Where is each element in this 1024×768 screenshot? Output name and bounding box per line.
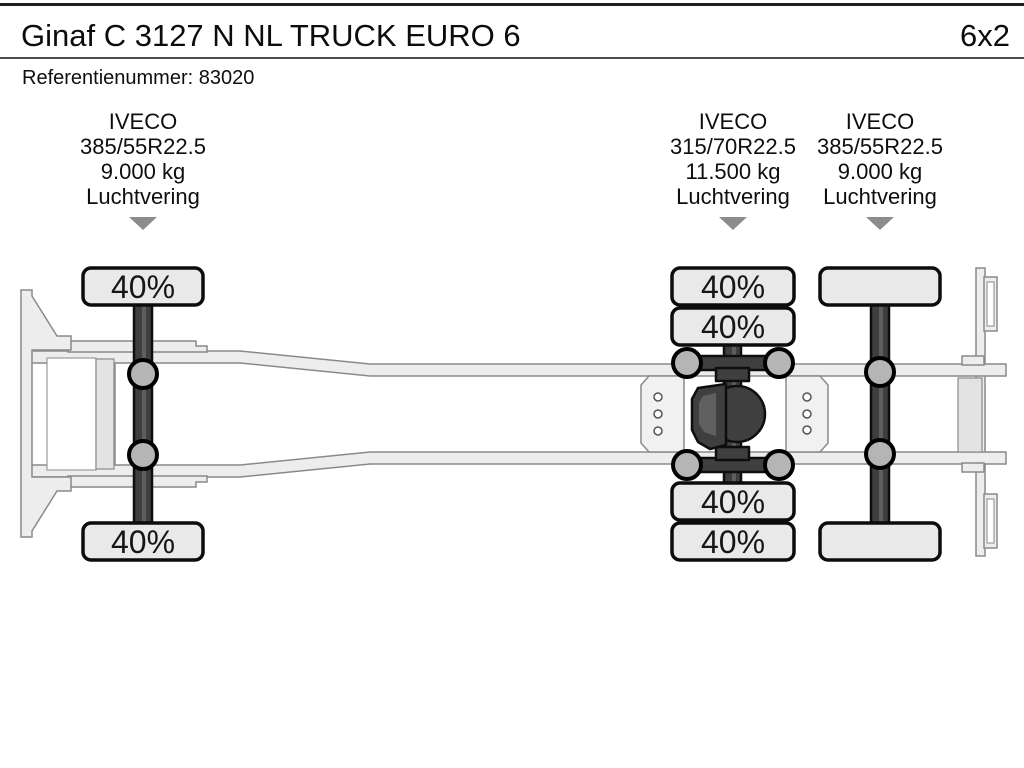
axle-brand: IVECO bbox=[108, 109, 178, 134]
chassis-frame bbox=[21, 268, 1006, 556]
drive-axle bbox=[672, 268, 794, 560]
bolt-holes bbox=[654, 393, 662, 435]
tire-rear-bottom bbox=[820, 523, 940, 560]
differential-neck-top bbox=[716, 368, 749, 381]
front-crossmember-band bbox=[96, 359, 114, 469]
steering-knuckle bbox=[866, 440, 894, 468]
air-bellow bbox=[765, 451, 793, 479]
bolt-holes bbox=[803, 393, 811, 434]
tire-wear-label: 40% bbox=[700, 484, 766, 520]
reference-value: 83020 bbox=[198, 67, 255, 89]
axle-tyre-size: 385/55R22.5 bbox=[80, 134, 206, 159]
axle-brand: IVECO bbox=[845, 109, 915, 134]
pointer-triangle-icon bbox=[719, 217, 747, 230]
rear-axle-highlight bbox=[879, 300, 883, 527]
axle-max-load: 11.500 kg bbox=[685, 159, 781, 184]
air-bellow bbox=[673, 349, 701, 377]
reference-label: Referentienummer: bbox=[22, 67, 194, 89]
pointer-triangle-icon bbox=[866, 217, 894, 230]
rear-bracket-top-inner bbox=[987, 282, 994, 326]
steering-knuckle bbox=[866, 358, 894, 386]
axle-max-load: 9.000 kg bbox=[100, 159, 186, 184]
front-axle-highlight bbox=[142, 300, 146, 527]
tire-wear-label: 40% bbox=[700, 269, 766, 305]
tire-wear-label: 40% bbox=[700, 524, 766, 560]
axle-max-load: 9.000 kg bbox=[837, 159, 923, 184]
rear-bracket-bottom-inner bbox=[987, 499, 994, 543]
axle-suspension: Luchtvering bbox=[676, 184, 790, 209]
front-box-inner-frame bbox=[47, 358, 96, 470]
axle-configuration-badge: 6x2 bbox=[960, 18, 1010, 53]
frame-rail-bottom bbox=[29, 452, 1006, 477]
tire-wear-label: 40% bbox=[110, 269, 176, 305]
rear-tag-axle bbox=[820, 268, 940, 560]
differential-neck-bottom bbox=[716, 447, 749, 460]
air-bellow bbox=[765, 349, 793, 377]
axle-suspension: Luchtvering bbox=[86, 184, 200, 209]
tire-wear-label: 40% bbox=[110, 524, 176, 560]
axle-suspension: Luchtvering bbox=[823, 184, 937, 209]
air-bellow bbox=[673, 451, 701, 479]
axle-tyre-size: 315/70R22.5 bbox=[670, 134, 796, 159]
tire-wear-label: 40% bbox=[700, 309, 766, 345]
pointer-triangle-icon bbox=[129, 217, 157, 230]
rear-frame-infill bbox=[958, 378, 982, 452]
rear-rail-tab-top bbox=[962, 356, 984, 365]
tire-rear-top bbox=[820, 268, 940, 305]
steering-knuckle bbox=[129, 441, 157, 469]
rear-rail-tab-bottom bbox=[962, 463, 984, 472]
page-title: Ginaf C 3127 N NL TRUCK EURO 6 bbox=[21, 18, 521, 53]
axle-brand: IVECO bbox=[698, 109, 768, 134]
frame-rail-top bbox=[29, 351, 1006, 376]
axle-tyre-size: 385/55R22.5 bbox=[817, 134, 943, 159]
steering-knuckle bbox=[129, 360, 157, 388]
